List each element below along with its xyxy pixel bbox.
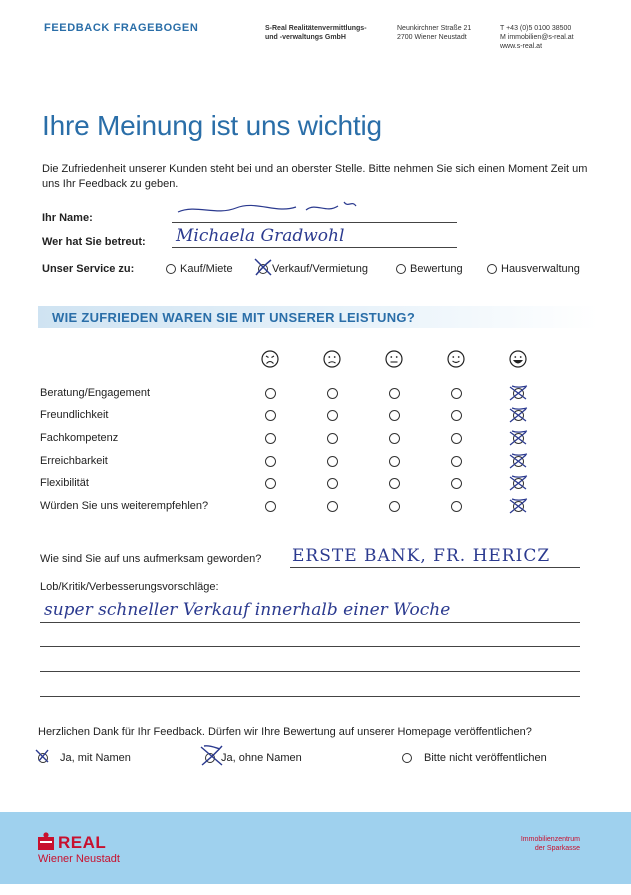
service-option-verkauf-vermietung[interactable] [258, 263, 368, 275]
handwritten-check-icon [252, 256, 274, 278]
section-title: WIE ZUFRIEDEN WAREN SIE MIT UNSERER LEISTUNG? [52, 310, 416, 325]
radio-button[interactable] [402, 753, 412, 763]
rating-radio[interactable] [451, 388, 462, 399]
service-option-label: Kauf/Miete [180, 263, 233, 275]
very-happy-face-icon [509, 350, 527, 368]
comments-line-2 [40, 646, 580, 647]
intro-text: Die Zufriedenheit unserer Kunden steht bei und an oberster Stelle. Bitte nehmen Sie sich einen Moment Zeit um uns Ihr Feedback zu geben. [42, 163, 588, 190]
publish-option-label: Bitte nicht veröffentlichen [424, 752, 547, 764]
rating-radio[interactable] [451, 433, 462, 444]
service-option-bewertung[interactable] [396, 263, 463, 275]
rating-row-label: Beratung/Engagement [40, 387, 151, 399]
radio-button[interactable] [396, 264, 406, 274]
web-text: www.s-real.at [500, 43, 543, 50]
handwritten-check-icon [198, 743, 226, 769]
rating-radio[interactable] [327, 410, 338, 421]
rating-radio[interactable] [327, 456, 338, 467]
page-title: Ihre Meinung ist uns wichtig [42, 110, 382, 141]
company-line-2: und -verwaltungs GmbH [265, 34, 346, 41]
publish-question: Herzlichen Dank für Ihr Feedback. Dürfen wir Ihre Bewertung auf unserer Homepage veröffentlichen? [38, 726, 532, 738]
unhappy-face-icon [323, 350, 341, 368]
rating-radio[interactable] [265, 433, 276, 444]
footer-tagline-line-1: Immobilienzentrum [520, 836, 580, 843]
rating-radio[interactable] [265, 456, 276, 467]
handwritten-cross-icon [507, 429, 529, 447]
handwritten-cross-icon [507, 474, 529, 492]
rating-radio[interactable] [265, 410, 276, 421]
rating-radio[interactable] [451, 410, 462, 421]
rating-radio[interactable] [327, 433, 338, 444]
handwritten-cross-icon [507, 497, 529, 515]
referral-underline [290, 567, 580, 568]
rating-row-label: Flexibilität [40, 477, 89, 489]
rating-radio[interactable] [389, 478, 400, 489]
rating-radio[interactable] [389, 388, 400, 399]
sparkasse-logo-icon [38, 832, 54, 850]
handwritten-cross-icon [507, 384, 529, 402]
handwritten-check-icon [33, 746, 53, 766]
comments-text[interactable]: super schneller Verkauf innerhalb einer Woche [44, 600, 451, 620]
agent-value[interactable]: Michaela Gradwohl [176, 226, 345, 246]
address-line-1: Neunkirchner Straße 21 [397, 25, 472, 32]
rating-radio[interactable] [265, 388, 276, 399]
rating-radio[interactable] [389, 456, 400, 467]
publish-option-label: Ja, ohne Namen [221, 752, 302, 764]
publish-option-do-not-publish[interactable] [402, 752, 547, 764]
rating-radio[interactable] [327, 388, 338, 399]
comments-line-3 [40, 671, 580, 672]
comments-label: Lob/Kritik/Verbesserungsvorschläge: [40, 581, 219, 593]
neutral-face-icon [385, 350, 403, 368]
rating-radio[interactable] [265, 478, 276, 489]
publish-option-label: Ja, mit Namen [60, 752, 131, 764]
comments-line-1 [40, 622, 580, 623]
phone-text: T +43 (0)5 0100 38500 [500, 25, 572, 32]
service-option-hausverwaltung[interactable] [487, 263, 580, 275]
radio-button[interactable] [487, 264, 497, 274]
handwritten-cross-icon [507, 406, 529, 424]
company-block [265, 24, 367, 42]
agent-underline [172, 247, 457, 248]
service-option-label: Verkauf/Vermietung [272, 263, 369, 275]
name-label: Ihr Name: [42, 212, 93, 224]
footer-tagline [490, 835, 580, 853]
name-underline [172, 222, 457, 223]
referral-question: Wie sind Sie auf uns aufmerksam geworden? [40, 553, 262, 565]
company-line-1: S-Real Realitätenvermittlungs- [265, 25, 367, 32]
rating-row-label: Erreichbarkeit [40, 455, 108, 467]
contact-block [500, 24, 574, 51]
rating-radio[interactable] [389, 433, 400, 444]
brand-city: Wiener Neustadt [38, 853, 120, 865]
service-option-label: Bewertung [410, 263, 463, 275]
agent-label: Wer hat Sie betreut: [42, 236, 146, 248]
radio-button[interactable] [166, 264, 176, 274]
address-line-2: 2700 Wiener Neustadt [397, 34, 467, 41]
rating-row-label: Würden Sie uns weiterempfehlen? [40, 500, 209, 512]
rating-radio[interactable] [451, 501, 462, 512]
service-label: Unser Service zu: [42, 263, 135, 275]
rating-row-label: Fachkompetenz [40, 432, 119, 444]
rating-radio[interactable] [327, 478, 338, 489]
address-block [397, 24, 471, 42]
rating-radio[interactable] [389, 410, 400, 421]
rating-radio[interactable] [451, 456, 462, 467]
email-text: M immobilien@s-real.at [500, 34, 574, 41]
rating-radio[interactable] [327, 501, 338, 512]
brand-logo-text: REAL [58, 833, 107, 852]
name-handwriting-scribble [176, 198, 366, 218]
rating-radio[interactable] [451, 478, 462, 489]
comments-line-4 [40, 696, 580, 697]
rating-radio[interactable] [389, 501, 400, 512]
service-option-kauf-miete[interactable] [166, 263, 233, 275]
very-unhappy-face-icon [261, 350, 279, 368]
footer-tagline-line-2: der Sparkasse [534, 845, 580, 852]
form-title: FEEDBACK FRAGEBOGEN [44, 22, 199, 34]
referral-answer[interactable]: ERSTE BANK, FR. HERICZ [292, 546, 551, 566]
handwritten-cross-icon [507, 452, 529, 470]
happy-face-icon [447, 350, 465, 368]
rating-radio[interactable] [265, 501, 276, 512]
rating-row-label: Freundlichkeit [40, 409, 109, 421]
service-option-label: Hausverwaltung [501, 263, 580, 275]
